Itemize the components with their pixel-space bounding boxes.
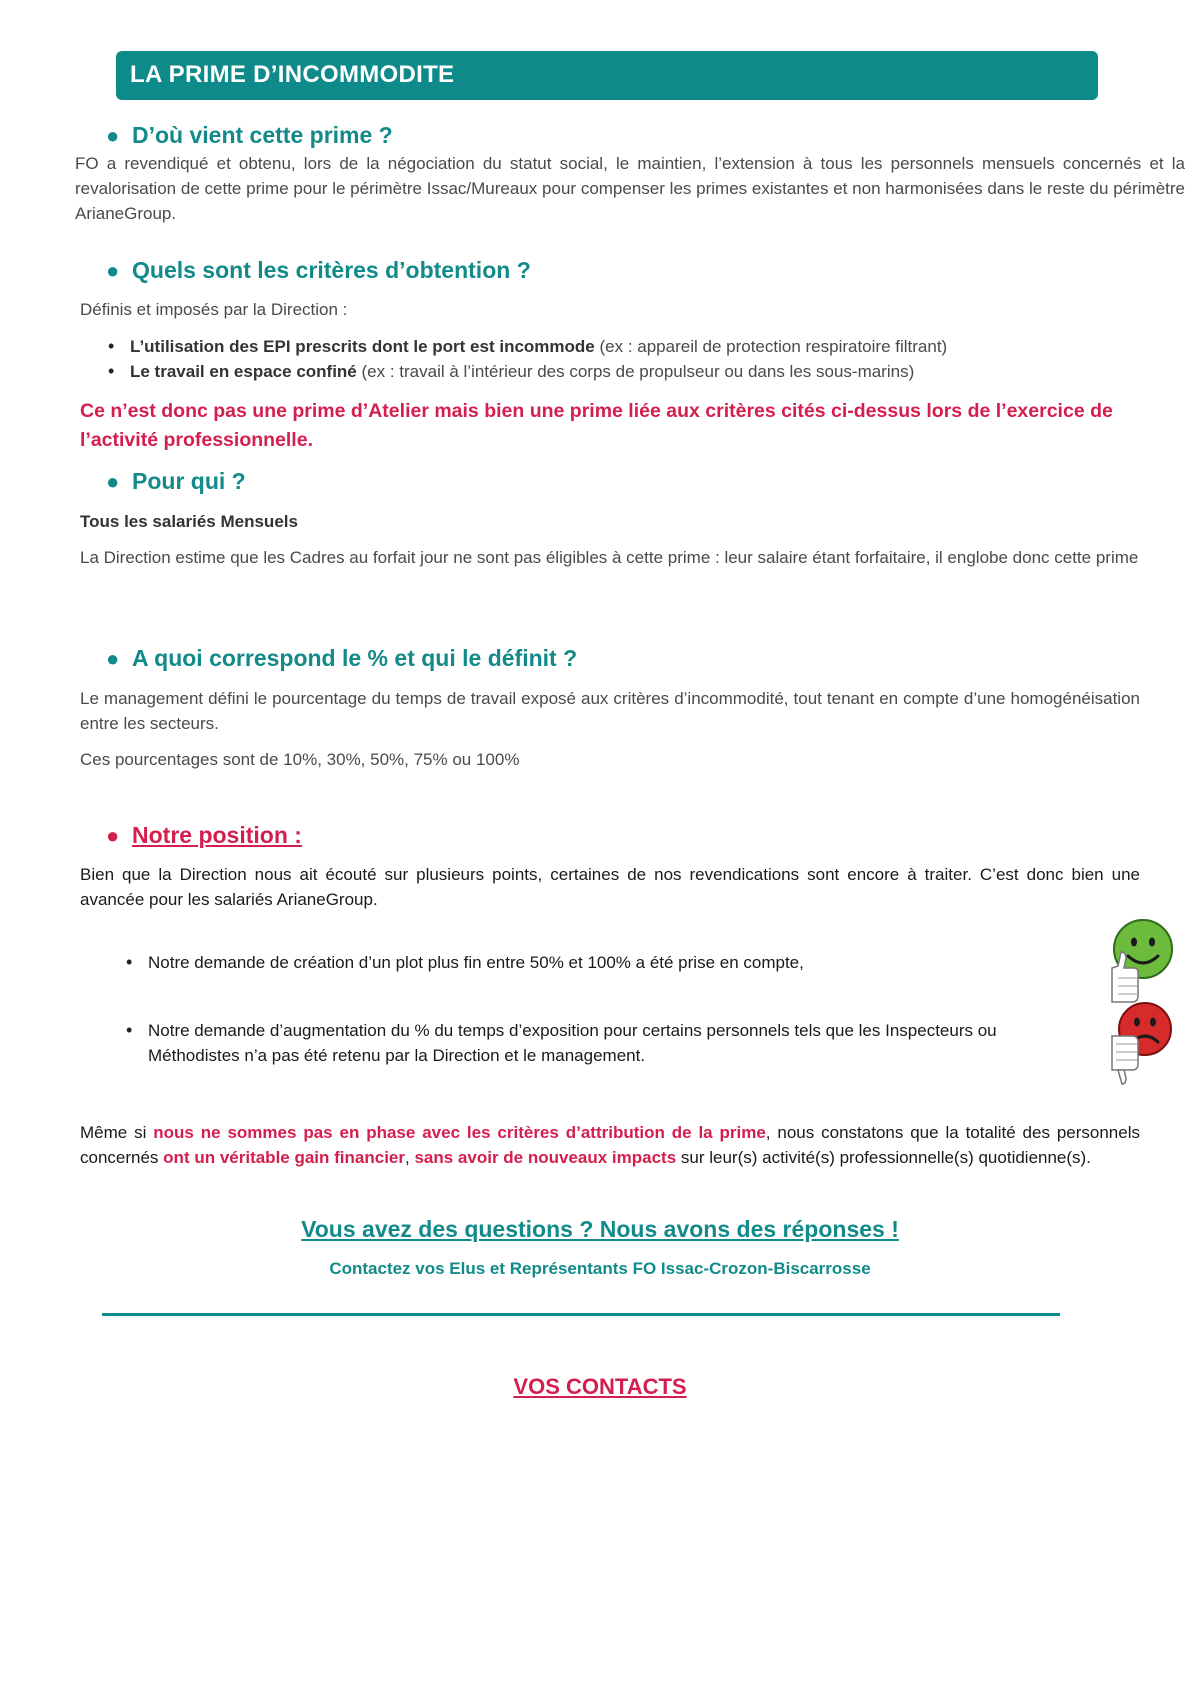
heading-percentage xyxy=(106,645,577,672)
thumbs-up-happy-icon xyxy=(1100,918,1174,1004)
who-paragraph: La Direction estime que les Cadres au forfait jour ne sont pas éligibles à cette prime : leur salaire étant forfaitaire, il englobe donc cette prime xyxy=(80,548,1139,567)
heading-origin-text: D’où vient cette prime ? xyxy=(132,122,393,148)
heading-criteria-text: Quels sont les critères d’obtention ? xyxy=(132,257,531,283)
position-negative-item: • Notre demande d’augmentation du % du temps d’exposition pour certains personnels tels que les Inspecteurs ou Méthodistes n’a pas été retenu par la Direction et le management. xyxy=(122,1018,1082,1068)
criteria-intro: Définis et imposés par la Direction : xyxy=(80,300,348,319)
origin-paragraph: FO a revendiqué et obtenu, lors de la négociation du statut social, le maintien, l’extension à tous les personnels mensuels concernés et la revalorisation de cette prime pour le périmètre Issac/Mureaux pour compenser les primes existantes et non harmonisées dans le reste du périmètre ArianeGroup. xyxy=(75,154,1185,223)
conclusion-paragraph: Même si nous ne sommes pas en phase avec les critères d’attribution de la prime, nous constatons que la totalité des personnels concernés ont un véritable gain financier, sans avoir de nouveaux impacts sur leur(s) activité(s) professionnelle(s) quotidienne(s). xyxy=(80,1123,1140,1167)
contact-line: Contactez vos Elus et Représentants FO Issac-Crozon-Biscarrosse xyxy=(329,1259,871,1278)
position-negative-list xyxy=(122,1018,1082,1068)
criteria-item: • Le travail en espace confiné (ex : travail à l’intérieur des corps de propulseur ou dans les sous-marins) xyxy=(104,359,1104,384)
heading-who xyxy=(106,468,246,495)
position-positive-item: • Notre demande de création d’un plot plus fin entre 50% et 100% a été prise en compte, xyxy=(122,950,1082,975)
criteria-list xyxy=(104,334,1104,384)
bullet-icon: ● xyxy=(106,645,120,671)
heading-position-text: Notre position : xyxy=(132,822,302,848)
heading-origin xyxy=(106,122,393,149)
heading-criteria xyxy=(106,257,531,284)
page-title: LA PRIME D’INCOMMODITE xyxy=(130,61,455,88)
footer-divider xyxy=(102,1313,1060,1316)
heading-percentage-text: A quoi correspond le % et qui le définit ? xyxy=(132,645,578,671)
heading-who-text: Pour qui ? xyxy=(132,468,246,494)
percentage-values: Ces pourcentages sont de 10%, 30%, 50%, 75% ou 100% xyxy=(80,750,520,769)
bullet-icon: ● xyxy=(106,822,120,848)
criteria-highlight: Ce n’est donc pas une prime d’Atelier mais bien une prime liée aux critères cités ci-dessus lors de l’exercice de l’activité professionnelle. xyxy=(80,400,1113,451)
contacts-title[interactable]: VOS CONTACTS xyxy=(513,1374,687,1399)
thumbs-down-sad-icon xyxy=(1100,1000,1174,1086)
bullet-icon: ● xyxy=(106,257,120,283)
criteria-item: • L’utilisation des EPI prescrits dont le port est incommode (ex : appareil de protection respiratoire filtrant) xyxy=(104,334,1104,359)
bullet-icon: ● xyxy=(106,122,120,148)
percentage-paragraph: Le management défini le pourcentage du temps de travail exposé aux critères d’incommodité, tout tenant en compte d’une homogénéisation entre les secteurs. xyxy=(80,689,1140,733)
heading-position xyxy=(106,822,302,849)
bullet-icon: ● xyxy=(106,468,120,494)
position-paragraph: Bien que la Direction nous ait écouté sur plusieurs points, certaines de nos revendications sont encore à traiter. C’est donc bien une avancée pour les salariés ArianeGroup. xyxy=(80,865,1140,909)
questions-link[interactable]: Vous avez des questions ? Nous avons des réponses ! xyxy=(301,1216,899,1242)
who-line: Tous les salariés Mensuels xyxy=(80,512,298,531)
position-positive-list xyxy=(122,950,1082,975)
title-banner xyxy=(116,51,1098,100)
